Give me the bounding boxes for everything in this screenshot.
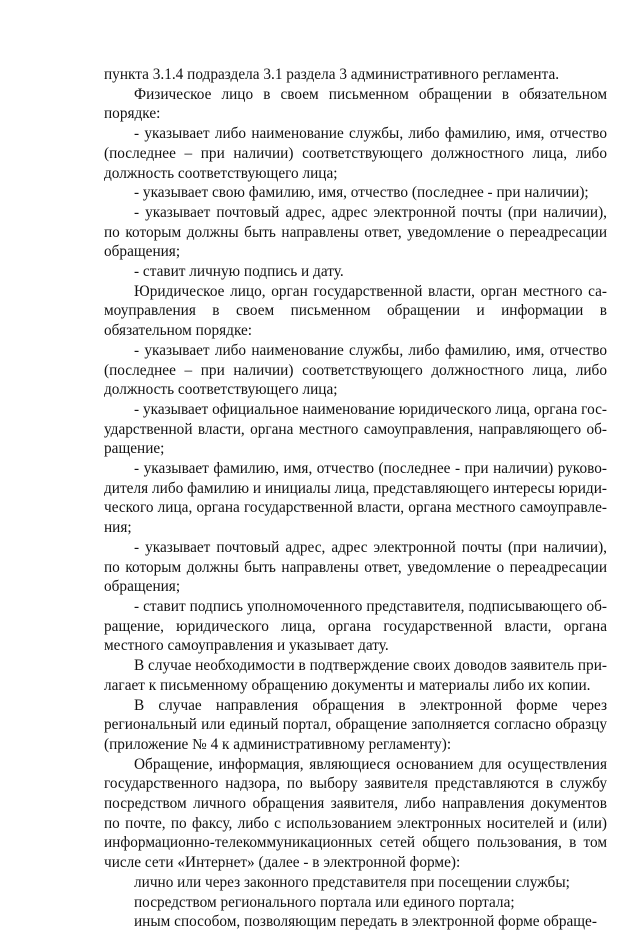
paragraph-0: пункта 3.1.4 подраздела 3.1 раздела 3 административного регламента. — [104, 66, 560, 83]
paragraph-8: - указывает официальное наименование юридического лица, органа государственной власти, органа местного самоуправления, направляющего обращение; — [104, 400, 607, 458]
paragraph-14: Обращение, информация, являющиеся основанием для осуществления государственного надзора, по выбору заявителя представляются в службу посредством личного обращения заявителя, либо направления документов по почте, по факсу, либо с использованием электронных носителей и (или) информационно-телекоммуникационных сетей общего пользования, в том числе сети «Интернет» (далее - в электронной форме): — [104, 755, 607, 872]
document-page — [104, 65, 607, 932]
paragraph-2: - указывает либо наименование службы, либо фамилию, имя, отчество (последнее – при наличии) соответствующего должностного лица, либо должность соответствующего лица; — [104, 125, 607, 182]
paragraph-3: - указывает свою фамилию, имя, отчество (последнее - при наличии); — [134, 184, 589, 202]
paragraph-13: В случае направления обращения в электронной форме через региональный или единый портал, обращение заполняется согласно образцу (приложение № 4 к административному регламенту): — [104, 696, 607, 753]
paragraph-12: В случае необходимости в подтверждение своих доводов заявитель прилагает к письменному обращению документы и материалы либо их копии. — [104, 657, 607, 694]
paragraph-17: иным способом, позволяющим передать в электронной форме обраще- — [134, 913, 597, 931]
paragraph-5: - ставит личную подпись и дату. — [134, 263, 344, 281]
paragraph-10: - указывает почтовый адрес, адрес электронной почты (при наличии), по которым должны быть направлены ответ, уведомление о переадресации обращения; — [104, 538, 607, 596]
paragraph-11: - ставит подпись уполномоченного представителя, подписывающего обращение, юридического лица, органа государственной власти, органа местного самоуправления и указывает дату. — [104, 597, 607, 655]
paragraph-4: - указывает почтовый адрес, адрес электронной почты (при наличии), по которым должны быть направлены ответ, уведомление о переадресации обращения; — [104, 203, 607, 261]
paragraph-16: посредством регионального портала или единого портала; — [134, 893, 515, 911]
paragraph-1: Физическое лицо в своем письменном обращении в обязательном порядке: — [104, 85, 607, 123]
paragraph-6: Юридическое лицо, орган государственной власти, орган местного самоуправления в своем письменном обращении и информации в обязательном порядке: — [104, 282, 607, 340]
paragraph-7: - указывает либо наименование службы, либо фамилию, имя, отчество (последнее – при наличии) соответствующего должностного лица, либо должность соответствующего лица; — [104, 341, 607, 399]
paragraph-9: - указывает фамилию, имя, отчество (последнее - при наличии) руководителя либо фамилию и инициалы лица, представляющего интересы юридического лица, органа государственной власти, органа местного самоуправления; — [104, 460, 607, 537]
paragraph-15: лично или через законного представителя при посещении службы; — [134, 873, 570, 891]
